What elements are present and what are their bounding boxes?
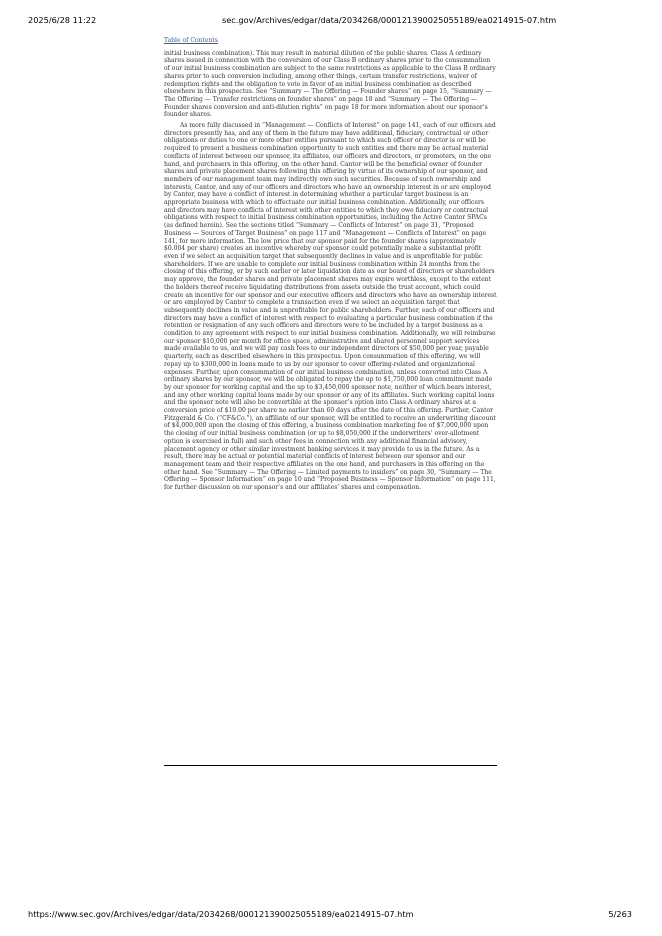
print-page-title: sec.gov/Archives/edgar/data/2034268/000121390025055189/ea0214915-07.htm: [222, 15, 557, 25]
footnote-divider: [164, 765, 497, 766]
document-body: [164, 37, 497, 492]
paragraph-dilution: initial business combination). This may result in material dilution of the public shares. Class A ordinary shares issued in connection with the conversion of our Class B ordinary shares prior to the consummation of our initial business combination are subject to the same restrictions as applicable to the Class B ordinary shares prior to such conversion including, among other things, certain transfer restrictions, waiver of redemption rights and the obligation to vote in favor of an initial business combination as described elsewhere in this prospectus. See “Summary — The Offering — Founder shares” on page 15, “Summary — The Offering — Transfer restrictions on founder shares” on page 18 and “Summary — The Offering — Founder shares conversion and anti-dilution rights” on page 18 for more information about our sponsor’s founder shares.: [164, 49, 496, 119]
table-of-contents-link[interactable]: Table of Contents: [164, 37, 218, 44]
print-footer-url: https://www.sec.gov/Archives/edgar/data/2034268/000121390025055189/ea0214915-07.htm: [28, 909, 414, 919]
paragraph-conflicts-of-interest: As more fully discussed in “Management — Conflicts of Interest” on page 141, each of our officers and directors presently has, and any of them in the future may have additional, fiduciary, contractual or other obligations or duties to one or more other entities pursuant to which such officer or director is or will be required to present a business combination opportunity to such entities and there may be actual material conflicts of interest between our sponsor, its affiliates, our officers and directors, or promoters, on the one hand, and purchasers in this offering, on the other hand. Cantor will be the beneficial owner of founder shares and private placement shares following this offering by virtue of its ownership of our sponsor, and members of our management team may indirectly own such securities. Because of such ownership and interests, Cantor, and any of our officers and directors who have an ownership interest in or are employed by Cantor, may have a conflict of interest in determining whether a particular target business is an appropriate business with which to effectuate our initial business combination. Additionally, our officers and directors may have conflicts of interest with other entities to which they owe fiduciary or contractual obligations with respect to initial business combination opportunities, including the Active Cantor SPACs (as defined herein). See the sections titled “Summary — Conflicts of Interest” on page 31, “Proposed Business — Sources of Target Business” on page 117 and “Management — Conflicts of Interest” on page 141, for more information. The low price that our sponsor paid for the founder shares (approximately $0.004 per share) creates an incentive whereby our sponsor could potentially make a substantial profit even if we select an acquisition target that subsequently declines in value and is unprofitable for public shareholders. If we are unable to complete our initial business combination within 24 months from the closing of this offering, or by such earlier or later liquidation date as our board of directors or shareholders may approve, the founder shares and private placement shares may expire worthless, except to the extent the holders thereof receive liquidating distributions from assets outside the trust account, which could create an incentive for our sponsor and our executive officers and directors who have an ownership interest or are employed by Cantor to complete a transaction even if we select an acquisition target that subsequently declines in value and is unprofitable for public shareholders. Further, each of our officers and directors may have a conflict of interest with respect to evaluating a particular business combination if the retention or resignation of any such officers and directors were to be included by a target business as a condition to any agreement with respect to our initial business combination. Additionally, we will reimburse our sponsor $10,000 per month for office space, administrative and shared personnel support services made available to us, and we will pay cash fees to our independent directors of $50,000 per year, payable quarterly, each as described elsewhere in this prospectus. Upon consummation of this offering, we will repay up to $300,000 in loans made to us by our sponsor to cover offering-related and organizational expenses. Further, upon consummation of our initial business combination, unless converted into Class A ordinary shares by our sponsor, we will be obligated to repay the up to $1,750,000 loan commitment made by our sponsor for working capital and the up to $3,450,000 sponsor note, neither of which bears interest, and any other working capital loans made by our sponsor or any of its affiliates. Such working capital loans and the sponsor note will also be convertible at the sponsor’s option into Class A ordinary shares at a conversion price of $10.00 per share no earlier than 60 days after the date of this offering. Further, Cantor Fitzgerald & Co. (“CF&Co.”), an affiliate of our sponsor, will be entitled to receive an underwriting discount of $4,000,000 upon the closing of this offering, a business combination marketing fee of $7,000,000 upon the closing of our initial business combination (or up to $8,050,000 if the underwriters’ over-allotment option is exercised in full) and such other fees in connection with any additional financial advisory, placement agency or other similar investment banking services it may provide to us in the future. As a result, there may be actual or potential material conflicts of interest between our sponsor and our management team and their respective affiliates on the one hand, and purchasers in this offering on the other hand. See “Summary — The Offering — Limited payments to insiders” on page 30, “Summary — The Offering — Sponsor Information” on page 10 and “Proposed Business — Sponsor Information” on page 111, for further discussion on our sponsor’s and our affiliates’ shares and compensation.: [164, 122, 497, 492]
print-date-time: 2025/6/28 11:22: [28, 15, 97, 25]
print-page-counter: 5/263: [608, 909, 632, 919]
